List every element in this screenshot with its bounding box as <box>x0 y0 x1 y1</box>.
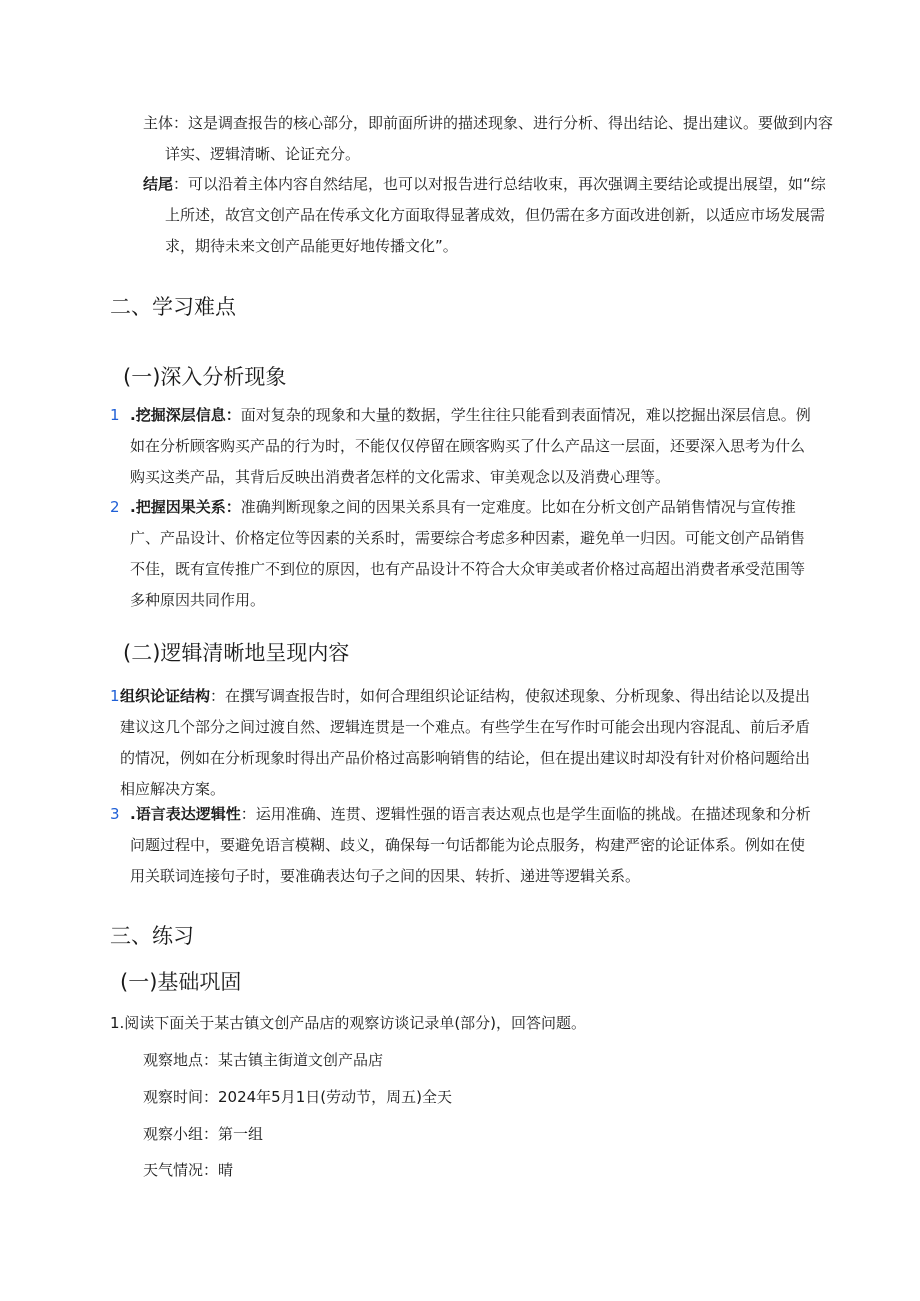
list-item-text: 准确判断现象之间的因果关系具有一定难度。比如在分析文创产品销售情况与宣传推广、产品设计、价格定位等因素的关系时，需要综合考虑多种因素，避免单一归因。可能文创产品销售不佳，既有宣传推广不到位的原因，也有产品设计不符合大众审美或者价格过高超出消费者承受范围等多种原因共同作用。 <box>130 498 806 609</box>
ending-section-label: 结尾 <box>143 175 174 193</box>
section3-heading: 三、练习 <box>110 924 194 948</box>
question-text: 1.阅读下面关于某古镇文创产品店的观察访谈记录单(部分)，回答问题。 <box>110 1014 587 1032</box>
section2-sub2-heading: (二)逻辑清晰地呈现内容 <box>123 641 350 665</box>
list-item-language-logic <box>130 799 812 892</box>
list-item-label: .语言表达逻辑性 <box>130 805 241 823</box>
list-item-dig-deep-info <box>130 400 812 493</box>
detail-weather: 天气情况：晴 <box>143 1161 234 1179</box>
ending-section-text: ：可以沿着主体内容自然结尾，也可以对报告进行总结收束，再次强调主要结论或提出展望，如“综上所述，故宫文创产品在传承文化方面取得显著成效，但仍需在多方面改进创新，以适应市场发展需求，期待未来文创产品能更好地传播文化”。 <box>165 175 826 255</box>
body-section-text: ：这是调查报告的核心部分，即前面所讲的描述现象、进行分析、得出结论、提出建议。要做到内容详实、逻辑清晰、论证充分。 <box>165 114 834 163</box>
ending-section-paragraph <box>143 169 835 262</box>
list-item-text: 面对复杂的现象和大量的数据，学生往往只能看到表面情况，难以挖掘出深层信息。例如在分析顾客购买产品的行为时，不能仅仅停留在顾客购买了什么产品这一层面，还要深入思考为什么购买这类产品，其背后反映出消费者怎样的文化需求、审美观念以及消费心理等。 <box>130 406 811 486</box>
section2-heading: 二、学习难点 <box>110 295 236 319</box>
body-section-label: 主体 <box>143 114 174 132</box>
section3-sub1-heading: (一)基础巩固 <box>120 970 242 994</box>
list-number: 1 <box>110 406 120 424</box>
detail-group: 观察小组：第一组 <box>143 1125 264 1143</box>
list-item-label: 组织论证结构 <box>120 687 211 705</box>
body-section-paragraph <box>143 108 835 170</box>
list-number: 3 <box>110 805 120 823</box>
list-number: 1 <box>110 687 120 705</box>
list-item-text: ：在撰写调查报告时，如何合理组织论证结构，使叙述现象、分析现象、得出结论以及提出建议这几个部分之间过渡自然、逻辑连贯是一个难点。有些学生在写作时可能会出现内容混乱、前后矛盾的情况，例如在分析现象时得出产品价格过高影响销售的结论，但在提出建议时却没有针对价格问题给出相应解决方案。 <box>120 687 811 798</box>
detail-time: 观察时间：2024年5月1日(劳动节，周五)全天 <box>143 1088 452 1106</box>
list-item-label: .挖掘深层信息： <box>130 406 241 424</box>
detail-location: 观察地点：某古镇主街道文创产品店 <box>143 1051 384 1069</box>
list-number: 2 <box>110 498 120 516</box>
list-item-causal-relations <box>130 492 812 616</box>
list-item-argument-structure <box>120 681 812 805</box>
list-item-label: .把握因果关系： <box>130 498 241 516</box>
list-item-text: ：运用准确、连贯、逻辑性强的语言表达观点也是学生面临的挑战。在描述现象和分析问题过程中，要避免语言模糊、歧义，确保每一句话都能为论点服务，构建严密的论证体系。例如在使用关联词连接句子时，要准确表达句子之间的因果、转折、递进等逻辑关系。 <box>130 805 811 885</box>
section2-sub1-heading: (一)深入分析现象 <box>123 365 287 389</box>
